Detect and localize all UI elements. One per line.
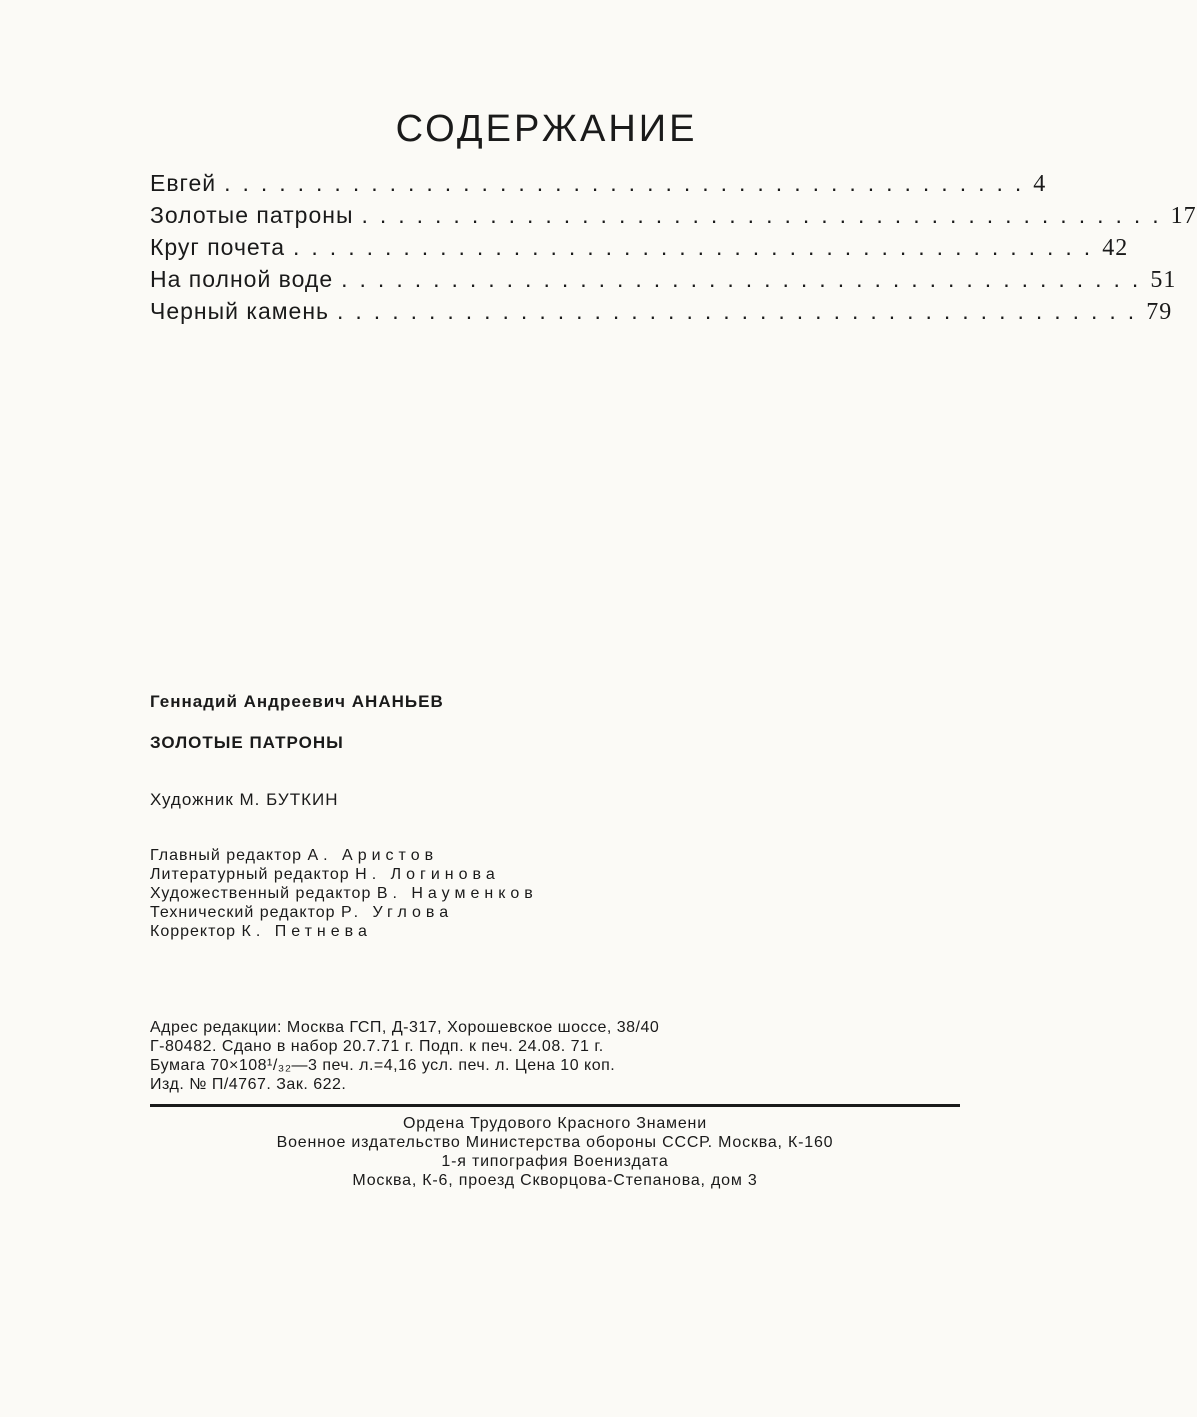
contents-entry-page: 4 bbox=[1033, 171, 1047, 197]
editor-role: Корректор bbox=[150, 923, 237, 940]
contents-entry-title: Черный камень bbox=[150, 298, 330, 324]
editor-role: Художественный редактор bbox=[150, 885, 372, 902]
contents-entry-page: 42 bbox=[1102, 235, 1129, 261]
artist-line bbox=[150, 790, 970, 810]
printer-line: 1-я типография Воениздата bbox=[441, 1153, 669, 1170]
editor-line bbox=[150, 903, 970, 922]
dot-leader: ............................................ bbox=[224, 170, 1034, 196]
publication-line: Адрес редакции: Москва ГСП, Д-317, Хорошевское шоссе, 38/40 bbox=[150, 1019, 660, 1036]
artist-name: М. БУТКИН bbox=[239, 790, 339, 809]
editor-role: Литературный редактор bbox=[150, 866, 350, 883]
book-title: ЗОЛОТЫЕ ПАТРОНЫ bbox=[150, 733, 344, 752]
author-line bbox=[150, 692, 970, 712]
contents-entry-title: Круг почета bbox=[150, 234, 286, 260]
contents-list bbox=[150, 170, 1197, 330]
contents-entry-title: На полной воде bbox=[150, 266, 334, 292]
divider-rule bbox=[150, 1104, 960, 1107]
contents-entry-page: 51 bbox=[1150, 267, 1177, 293]
editor-name: В. Науменков bbox=[376, 885, 538, 902]
contents-entry bbox=[150, 234, 1129, 266]
printer-line: Ордена Трудового Красного Знамени bbox=[403, 1115, 707, 1132]
dot-leader: ............................................ bbox=[361, 202, 1171, 228]
contents-entry bbox=[150, 266, 1177, 298]
artist-role: Художник bbox=[150, 790, 234, 809]
author-surname: АНАНЬЕВ bbox=[351, 692, 444, 711]
publication-details bbox=[150, 1018, 970, 1094]
editor-line bbox=[150, 865, 970, 884]
dot-leader: ............................................ bbox=[341, 266, 1151, 292]
contents-entry-page: 17 bbox=[1170, 203, 1197, 229]
dot-leader: ............................................ bbox=[293, 234, 1103, 260]
editor-name: Р. Углова bbox=[341, 904, 454, 921]
editor-name: К. Петнева bbox=[241, 923, 372, 940]
publication-line: Изд. № П/4767. Зак. 622. bbox=[150, 1076, 347, 1093]
printer-line: Военное издательство Министерства обороны СССР. Москва, К-160 bbox=[276, 1134, 834, 1151]
editor-role: Технический редактор bbox=[150, 904, 336, 921]
editor-name: А. Аристов bbox=[307, 847, 439, 864]
contents-entry bbox=[150, 298, 1173, 330]
contents-entry-title: Евгей bbox=[150, 170, 217, 196]
dot-leader: ............................................ bbox=[337, 298, 1147, 324]
contents-entry-page: 79 bbox=[1146, 299, 1173, 325]
contents-entry bbox=[150, 170, 1047, 202]
editor-name: Н. Логинова bbox=[355, 866, 500, 883]
publication-line: Г-80482. Сдано в набор 20.7.71 г. Подп. к печ. 24.08. 71 г. bbox=[150, 1038, 604, 1055]
contents-entry bbox=[150, 202, 1197, 234]
printer-info bbox=[150, 1114, 960, 1190]
author-name: Геннадий Андреевич bbox=[150, 692, 347, 711]
editor-line bbox=[150, 884, 970, 903]
editor-line bbox=[150, 846, 970, 865]
contents-entry-title: Золотые патроны bbox=[150, 202, 354, 228]
editors-list bbox=[150, 846, 970, 941]
editor-role: Главный редактор bbox=[150, 847, 303, 864]
publication-line: Бумага 70×108¹/₃₂—3 печ. л.=4,16 усл. печ. л. Цена 10 коп. bbox=[150, 1057, 616, 1074]
editor-line bbox=[150, 922, 970, 941]
contents-title: СОДЕРЖАНИЕ bbox=[395, 108, 698, 150]
printer-line: Москва, К-6, проезд Скворцова-Степанова, дом 3 bbox=[352, 1172, 758, 1189]
